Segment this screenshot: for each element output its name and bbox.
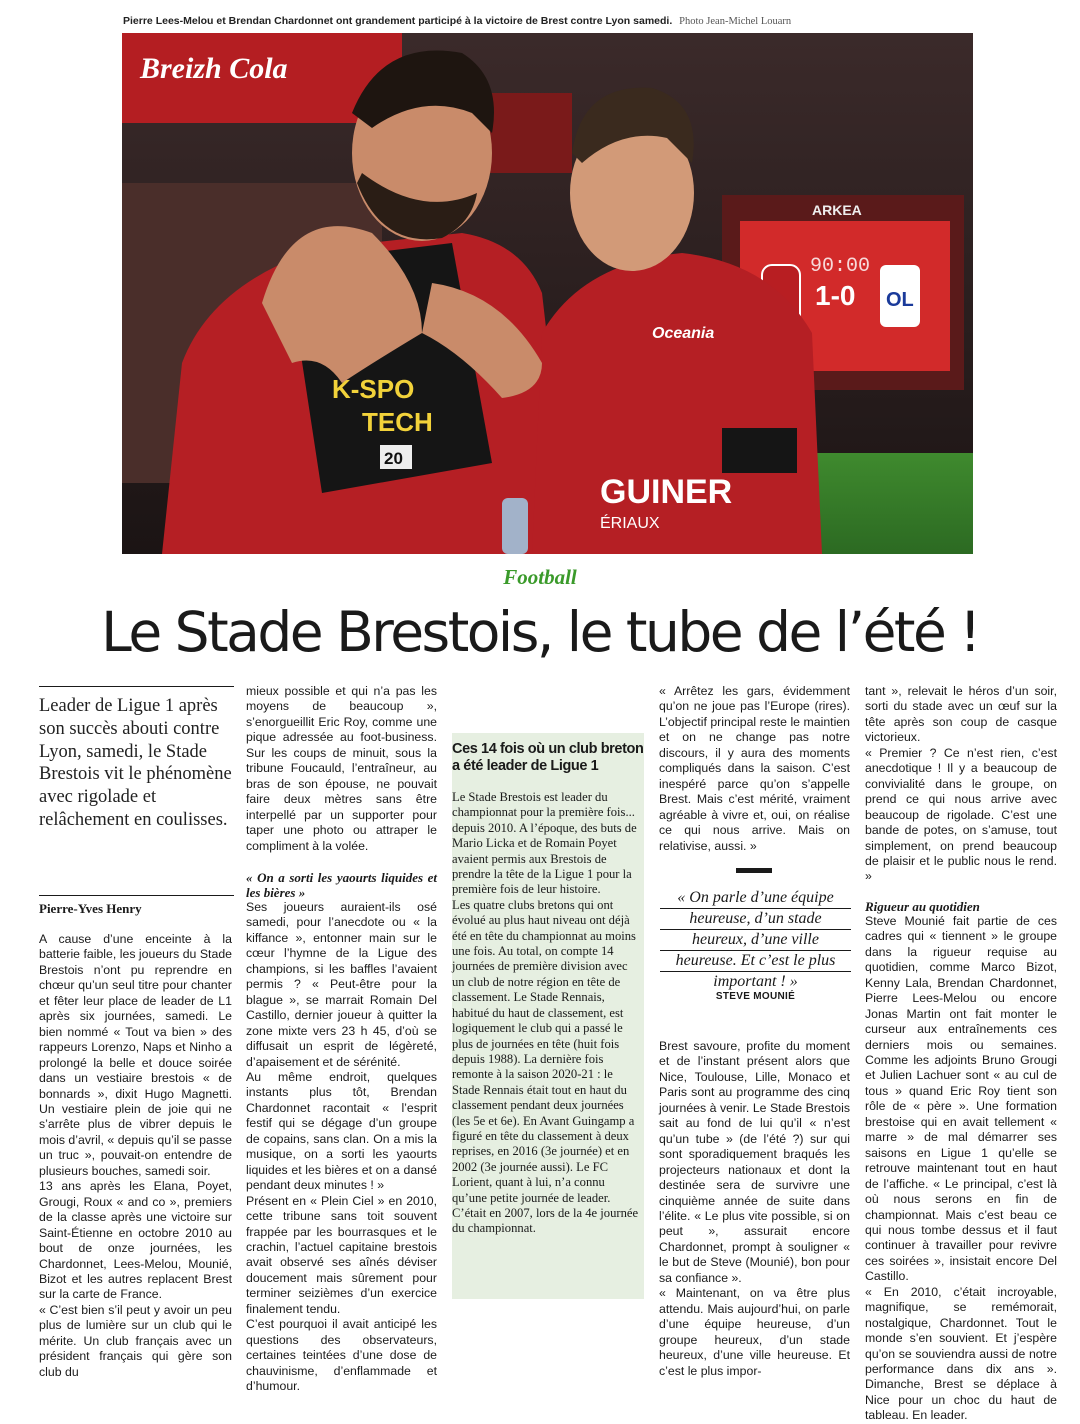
signage-text: Breizh Cola bbox=[140, 52, 288, 85]
scoreboard-score: 1-0 bbox=[815, 280, 856, 311]
caption-text: Pierre Lees-Melou et Brendan Chardonnet ont grandement participé à la victoire de Brest contre Lyon samedi. bbox=[123, 15, 673, 27]
quote-bar bbox=[736, 868, 772, 873]
column-2 bbox=[246, 684, 437, 1394]
scoreboard-time: 90:00 bbox=[810, 255, 871, 278]
paragraph: « En 2010, c’était incroyable, magnifique, se remémorait, nostalgique, Chardonnet. Tout le monde s’en souvient. Et j’espère qu’on se souviendra aussi de notre performance dans dix ans ». Dimanche, Brest se déplace à Nice pour un choc du haut de tableau. En leader. bbox=[865, 1284, 1057, 1423]
shirt-text: GUINER bbox=[600, 473, 733, 511]
paragraph: 13 ans après les Elana, Poyet, Grougi, Roux « and co », premiers de la classe après une victoire sur Saint-Étienne en octobre 2010 au bout de onze journées, les Chardonnet, Lees-Melou, Mounié, Bizot et les autres replacent Brest sur la carte de France. bbox=[39, 1179, 232, 1302]
photo-caption bbox=[123, 14, 973, 29]
paragraph: Steve Mounié fait partie de ces cadres qui « tiennent » le groupe dans la rigueur requise au quotidien, comme Marco Bizot, Kenny Lala, Brendan Chardonnet, Pierre Lees-Melou ou encore Jonas Martin ont fait monter le curseur aux entraînements ces derniers mois ou semaines. Comme les adjoints Bruno Grougi et Julien Lachuer sont « au cul de tous » quand Eric Roy tient son rôle de « père ». Une formation brestoise qui en avait tellement « marre » de mal démarrer ses saisons en Ligue 1 qu’elle se retrouve maintenant tout en haut de l’affiche. « Le principal, c’est là où nous serons en fin de championnat. Mais c’est beau ce qui nous tombe dessus et il faut continuer à travailler pour revivre ces soirées », insistait encore Del Castillo. bbox=[865, 913, 1057, 1284]
rubric: Football bbox=[503, 565, 577, 589]
paragraph: « Maintenant, on va être plus attendu. Mais aujourd’hui, on parle d’une équipe heureuse, d’un groupe heureux, d’un stade heureux, d’une ville heureuse. Et c’est le plus impor- bbox=[659, 1286, 850, 1378]
subhead-rigueur: Rigueur au quotidien bbox=[865, 898, 980, 914]
pull-quote bbox=[660, 888, 851, 992]
quote-line: heureux, d’une ville bbox=[660, 930, 851, 951]
paragraph: tant », relevait le héros d’un soir, sorti du stade avec un œuf sur la tête après son coup de casque victorieux. bbox=[865, 684, 1057, 745]
bib-text-2: TECH bbox=[362, 407, 433, 437]
paragraph: « Premier ? Ce n’est rien, c’est anecdotique ! Il y a beaucoup de convivialité dans le groupe, on prend ce qui nous arrive avec beaucoup de rigolade. C’est une bande de potes, on s’amuse, tout simplement, on prend beaucoup de plaisir et le public nous le rend. » bbox=[865, 745, 1057, 884]
paragraph: A cause d’une enceinte à la batterie faible, les joueurs du Stade Brestois n’ont pu reprendre en chœur qu’un seul titre pour chanter et fêter leur place de leader de L1 après six journées, samedi. Le bien nommé « Tout va bien » des rappeurs Lorenzo, Naps et Ninho a prolongé la belle et douce soirée dans un vestiaire brestois « de bonnards », dixit Hugo Magnetti. Un vestiaire plein de joie qui ne s’arrête plus de vibrer depuis le mois d’avril, « depuis qu’il se passe un truc », pouvait-on entendre de plusieurs bouches, samedi soir. bbox=[39, 932, 232, 1178]
quote-line: « On parle d’une équipe bbox=[660, 888, 851, 909]
lede: Leader de Ligue 1 après son succès abouti contre Lyon, samedi, le Stade Brestois vit le phénomène avec rigolade et relâchement en coulisses. bbox=[39, 696, 232, 830]
article-photo bbox=[122, 33, 973, 554]
author: Pierre-Yves Henry bbox=[39, 901, 142, 916]
paragraph: Présent en « Plein Ciel » en 2010, cette tribune sans toit souvent frappée par les bourrasques et le crachin, l’actuel capitaine brestois avait observé ses aînés déviser doucement mais sûrement pour terminer seizièmes d’un exercice finalement tendu. bbox=[246, 1193, 437, 1316]
scoreboard-brand: ARKEA bbox=[812, 202, 862, 218]
paragraph: mieux possible et qui n’a pas les moyens de beaucoup », s’enorgueillit Eric Roy, comme une pique adressée au foot-business. Sur les coups de minuit, sous la tribune Foucauld, l’entraîneur, au bras de son épouse, ne pouvait faire deux mètres sans être interpellé par un supporter pour taper une photo ou attraper le compliment à la volée. bbox=[246, 684, 437, 853]
author-rule bbox=[39, 895, 234, 896]
water-bottle bbox=[502, 498, 528, 554]
bib-number: 20 bbox=[384, 449, 403, 468]
quote-line: important ! » bbox=[713, 973, 798, 990]
paragraph: Ses joueurs auraient-ils osé samedi, pour l’anecdote ou « la kiffance », entonner main sur le cœur l’hymne de la Ligue des champions, si les baffles l’avaient permis ? « Peut-être pour la blague », se marrait Romain Del Castillo, dernier joueur à quitter la zone mixte vers 23 h 45, d’où se diffusait un esprit de légèreté, d’apaisement et de sérénité. bbox=[246, 899, 437, 1069]
paragraph: Le Stade Brestois est leader du championnat pour la première fois... depuis 2010. A l’époque, des buts de Mario Licka et de Romain Poyet avaient permis aux Brestois de prendre la tête de la Ligue 1 pour la première fois de leur histoire. bbox=[452, 790, 637, 897]
svg-text:OL: OL bbox=[886, 289, 914, 311]
captain-armband bbox=[722, 428, 797, 473]
headline: Le Stade Brestois, le tube de l’été ! bbox=[101, 600, 979, 664]
subhead-yaourts: « On a sorti les yaourts liquides et les bières » bbox=[246, 869, 437, 900]
column-1 bbox=[39, 932, 232, 1380]
quote-source: STEVE MOUNIÉ bbox=[715, 991, 796, 1002]
sidebar-body bbox=[452, 790, 642, 1237]
photo-credit: Photo Jean-Michel Louarn bbox=[679, 16, 792, 27]
column-4-bottom bbox=[659, 1039, 850, 1379]
column-4-top bbox=[659, 684, 850, 854]
paragraph: Au même endroit, quelques instants plus tôt, Brendan Chardonnet racontait « l’esprit festif qui se dégage d’un groupe de copains, sans clan. On a mis la musique, on a sorti les yaourts liquides et les bières et on a dansé pendant deux minutes ! » bbox=[246, 1069, 437, 1193]
quote-line: heureuse, d’un stade bbox=[660, 909, 851, 930]
paragraph: Brest savoure, profite du moment et de l’instant présent alors que Nice, Toulouse, Lille, Monaco et Paris sont au programme des cinq journées à venir. Le Stade Brestois sait au fond de lui qu’il « n’est qu’un tube » (de l’été ?) sur qui sont sporadiquement braqués les projecteurs nationaux et dont la destinée sera de survivre une cinquième année de suite dans l’élite. « Le plus vite possible, si on peut », assurait encore Chardonnet, prompt à souligner « le but de Steve (Mounié), bon pour sa confiance ». bbox=[659, 1039, 850, 1285]
column-5 bbox=[865, 684, 1057, 1424]
paragraph: « Arrêtez les gars, évidemment qu’on ne joue pas l’Europe (rires). L’objectif principal reste le maintien et on ne change pas notre discours, il y aura des moments compliqués dans la saison. C’est inespéré parce qu’on s’appelle Brest. Mais c’est mérité, vraiment agréable à vivre et, oui, on réalise ce qui nous arrive. Mais on relativise, aussi. » bbox=[659, 684, 850, 853]
paragraph: C’est pourquoi il avait anticipé les questions des observateurs, certaines teintées d’une dose de chauvinisme, d’enflammade et d’humour. bbox=[246, 1317, 437, 1394]
shirt-sponsor: Oceania bbox=[652, 325, 715, 342]
shirt-text-2: ÉRIAUX bbox=[600, 515, 660, 532]
quote-line: heureuse. Et c’est le plus bbox=[660, 951, 851, 972]
paragraph: Les quatre clubs bretons qui ont évolué au plus haut niveau ont déjà été en tête du championnat au moins une fois. Au total, on compte 14 journées de première division avec un club de notre région en tête de classement. Le Stade Rennais, habitué du haut de classement, est logiquement le club qui a passé le plus de journées en tête (huit fois depuis 1988). La dernière fois remonte à la saison 2020-21 : le Stade Rennais était tout en haut du classement pendant deux journées (les 5e et 6e). En Avant Guingamp a figuré en tête du classement à deux reprises, en 2016 (3e journée) et en 2002 (3e journée aussi). Le FC Lorient, quant à lui, n’a connu qu’une petite journée de leader. C’était en 2007, lors de la 4e journée du championnat. bbox=[452, 897, 639, 1236]
sidebar-title: Ces 14 fois où un club breton a été leader de Ligue 1 bbox=[452, 741, 644, 774]
photo-illustration bbox=[122, 33, 973, 554]
paragraph: « C’est bien s’il peut y avoir un peu plus de lumière sur un club qui le mérite. Un club français avec un président français qui gère son club du bbox=[39, 1302, 232, 1379]
lede-top-rule bbox=[39, 686, 234, 687]
bib-text-1: K-SPO bbox=[332, 374, 415, 404]
